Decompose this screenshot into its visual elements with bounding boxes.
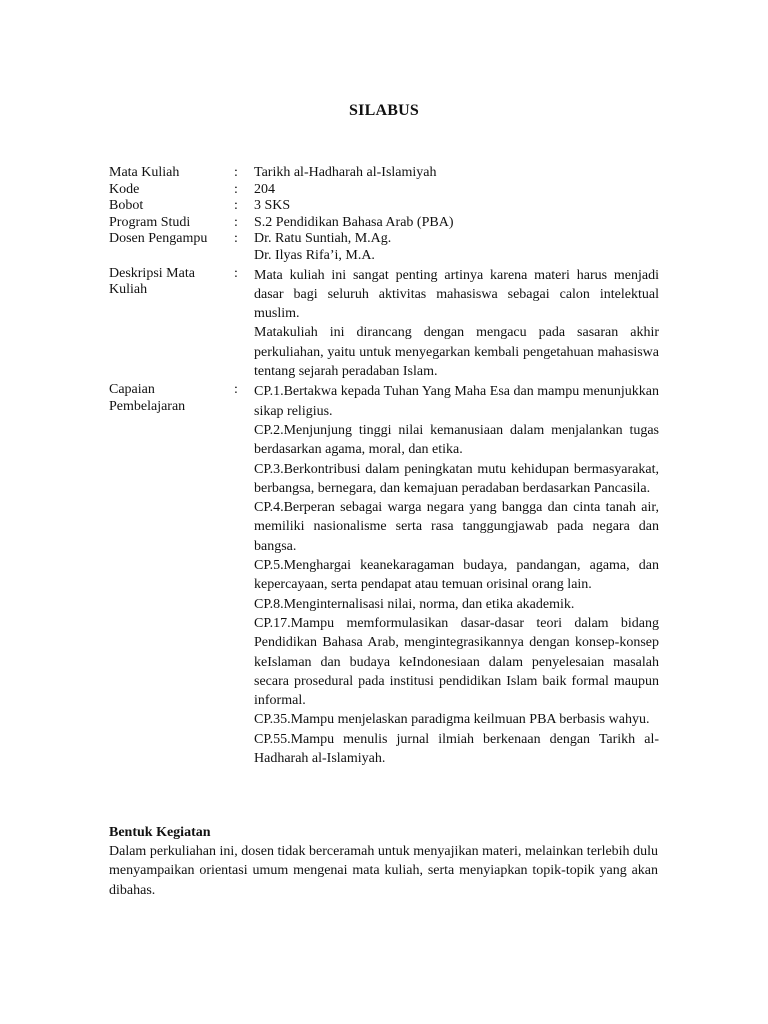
colon: : <box>234 382 238 398</box>
section-heading: Bentuk Kegiatan <box>109 825 211 840</box>
value-capaian <box>254 382 659 768</box>
label-program-studi: Program Studi <box>109 214 191 230</box>
deskripsi-paragraph: Mata kuliah ini sangat penting artinya karena materi harus menjadi dasar bagi seluruh aktivitas mahasiswa sebagai calon intelektual muslim. <box>254 267 659 322</box>
value-dosen-pengampu <box>254 231 659 264</box>
value-deskripsi <box>254 266 659 382</box>
label-capaian: Capaian Pembelajaran <box>109 382 186 414</box>
cp-item: CP.17.Mampu memformulasikan dasar-dasar teori dalam bidang Pendidikan Bahasa Arab, mengintegrasikannya dengan konsep-konsep keIslaman dan budaya keIndonesiaan dalam penyelesaian masalah secara prosedural pada institusi pendidikan Islam baik formal maupun informal. <box>254 615 659 709</box>
label-deskripsi: Deskripsi Mata Kuliah <box>109 265 195 298</box>
cp-item: CP.5.Menghargai keanekaragaman budaya, pandangan, agama, dan kepercayaan, serta pendapat atau temuan orisinal orang lain. <box>254 558 659 593</box>
section-body: Dalam perkuliahan ini, dosen tidak berceramah untuk menyajikan materi, melainkan terlebih dulu menyampaikan orientasi umum mengenai mata kuliah, serta menyiapkan topik-topik yang akan dibahas. <box>109 844 658 898</box>
label-kode: Kode <box>109 181 140 197</box>
cp-item: CP.2.Menjunjung tinggi nilai kemanusiaan dalam menjalankan tugas berdasarkan agama, moral, dan etika. <box>254 422 659 458</box>
cp-item: CP.8.Menginternalisasi nilai, norma, dan etika akademik. <box>254 596 575 612</box>
cp-item: CP.35.Mampu menjelaskan paradigma keilmuan PBA berbasis wahyu. <box>254 712 650 728</box>
row-dosen-pengampu <box>109 231 659 264</box>
value-program-studi: S.2 Pendidikan Bahasa Arab (PBA) <box>254 214 454 230</box>
row-program-studi <box>109 215 659 232</box>
deskripsi-paragraph: Matakuliah ini dirancang dengan mengacu pada sasaran akhir perkuliahan, yaitu untuk menyegarkan kembali pengetahuan mahasiswa tentang sejarah peradaban Islam. <box>254 325 659 380</box>
colon: : <box>234 231 238 247</box>
row-kode <box>109 182 659 199</box>
colon: : <box>234 265 238 281</box>
row-bobot <box>109 198 659 215</box>
colon: : <box>234 181 238 197</box>
course-info-table <box>109 165 659 768</box>
cp-item: CP.1.Bertakwa kepada Tuhan Yang Maha Esa dan mampu menunjukkan sikap religius. <box>254 384 659 419</box>
label-mata-kuliah: Mata Kuliah <box>109 165 180 180</box>
row-mata-kuliah <box>109 165 659 182</box>
label-dosen-pengampu: Dosen Pengampu <box>109 231 208 247</box>
colon: : <box>234 165 238 180</box>
row-deskripsi <box>109 266 659 382</box>
colon: : <box>234 214 238 230</box>
bentuk-kegiatan-section <box>109 824 658 900</box>
cp-item: CP.55.Mampu menulis jurnal ilmiah berkenaan dengan Tarikh al-Hadharah al-Islamiyah. <box>254 731 659 766</box>
document-title: SILABUS <box>349 102 419 119</box>
dosen-name: Dr. Ratu Suntiah, M.Ag. <box>254 231 392 247</box>
cp-item: CP.3.Berkontribusi dalam peningkatan mutu kehidupan bermasyarakat, berbangsa, bernegara, dan kemajuan peradaban berdasarkan Pancasila. <box>254 461 659 496</box>
row-capaian <box>109 382 659 768</box>
value-mata-kuliah: Tarikh al-Hadharah al-Islamiyah <box>254 165 437 180</box>
label-bobot: Bobot <box>109 198 144 214</box>
value-kode: 204 <box>254 181 275 197</box>
dosen-name: Dr. Ilyas Rifa’i, M.A. <box>254 247 375 263</box>
value-bobot: 3 SKS <box>254 198 291 214</box>
cp-item: CP.4.Berperan sebagai warga negara yang bangga dan cinta tanah air, memiliki nasionalisme serta rasa tanggungjawab pada negara dan bangsa. <box>254 500 659 554</box>
colon: : <box>234 198 238 214</box>
